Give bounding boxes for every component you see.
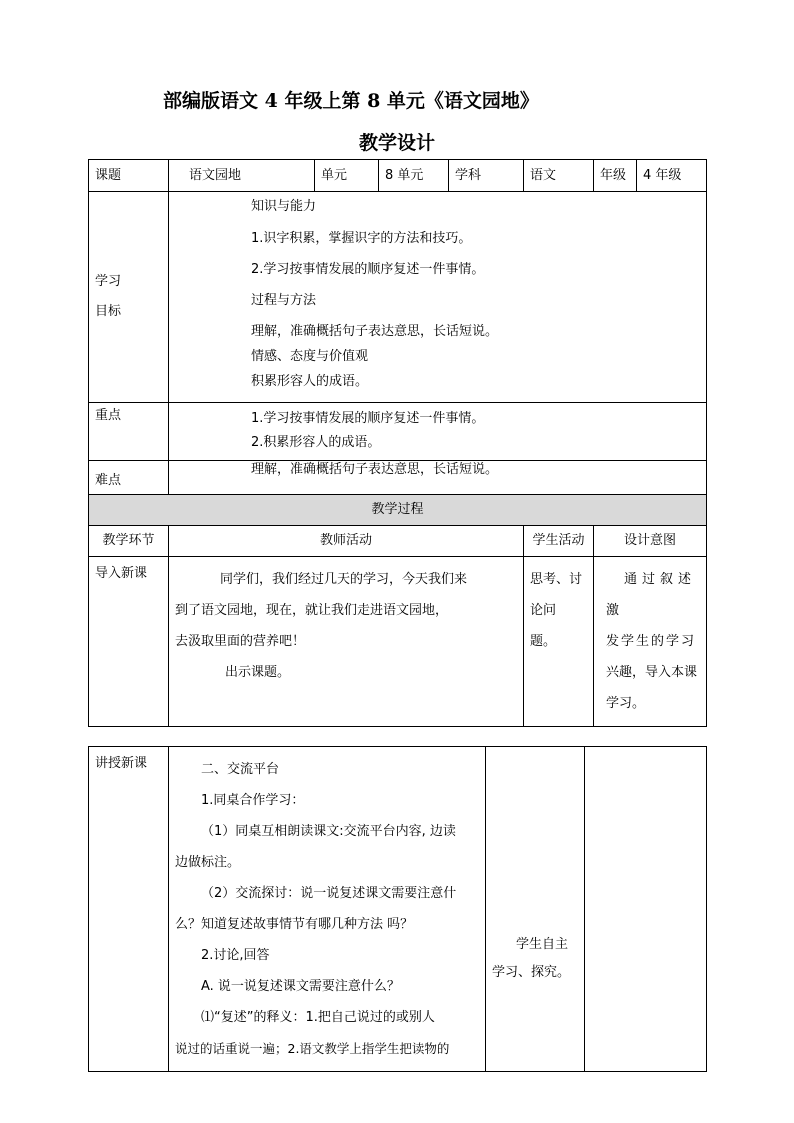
unit-value: 8 单元 — [379, 160, 449, 192]
info-row — [89, 160, 707, 192]
teacher-line: 边做标注。 — [175, 855, 241, 870]
discipline-label: 学科 — [449, 160, 524, 192]
student-line: 思考、讨论问 — [530, 572, 583, 618]
teacher-line: ⑴“复述”的释义：1.把自己说过的或别人 — [201, 1010, 435, 1025]
col-student: 学生活动 — [524, 526, 594, 557]
document-subtitle: 教学设计 — [358, 132, 435, 154]
lesson-plan-table-continued — [88, 746, 707, 1072]
objectives-row — [89, 192, 707, 403]
subject-value: 语文园地 — [169, 160, 315, 192]
teacher-line: 么？知道复述故事情节有哪几种方法 吗？ — [175, 917, 414, 932]
process-header: 教学过程 — [89, 495, 707, 526]
intro-teacher — [169, 557, 524, 727]
objective-line: 2.学习按事情发展的顺序复述一件事情。 — [251, 262, 485, 277]
teacher-line: （1）同桌互相朗读课文:交流平台内容, 边读 — [201, 824, 456, 839]
objectives-label — [89, 192, 169, 403]
objective-line: 情感、态度与价值观 — [251, 349, 369, 364]
new-lesson-intent — [585, 747, 707, 1072]
objective-line: 积累形容人的成语。 — [251, 374, 369, 389]
teacher-line: 二、交流平台 — [201, 762, 280, 777]
key-points-content — [169, 403, 707, 461]
difficulties-label: 难点 — [89, 461, 169, 495]
intent-line: 兴趣，导入本课 — [606, 665, 698, 680]
discipline-value: 语文 — [524, 160, 594, 192]
intro-student — [524, 557, 594, 727]
objectives-content — [169, 192, 707, 403]
new-lesson-row — [89, 747, 707, 1072]
objective-line: 1.识字积累，掌握识字的方法和技巧。 — [251, 231, 472, 246]
teacher-line: （2）交流探讨：说一说复述课文需要注意什 — [201, 886, 457, 901]
intro-row — [89, 557, 707, 727]
new-lesson-teacher — [169, 747, 486, 1072]
objective-line: 过程与方法 — [251, 293, 317, 308]
teacher-line: 去汲取里面的营养吧！ — [175, 634, 306, 649]
key-point-line: 2.积累形容人的成语。 — [251, 435, 381, 450]
teacher-line: 到了语文园地，现在，就让我们走进语文园地， — [175, 603, 449, 618]
objectives-label-line: 学习 — [95, 274, 122, 289]
objective-line: 知识与能力 — [251, 199, 317, 214]
subject-label: 课题 — [89, 160, 169, 192]
key-points-row — [89, 403, 707, 461]
new-lesson-student — [486, 747, 585, 1072]
process-header-row — [89, 495, 707, 526]
teacher-line: 同学们，我们经过几天的学习，今天我们来 — [220, 572, 468, 587]
grade-value: 4 年级 — [637, 160, 707, 192]
teacher-line: 1.同桌合作学习： — [201, 793, 305, 808]
student-line: 学习、探究。 — [492, 965, 571, 980]
unit-label: 单元 — [315, 160, 379, 192]
difficulties-content: 理解，准确概括句子表达意思，长话短说。 — [169, 461, 707, 495]
teacher-line: 说过的话重说一遍；2.语文教学上指学生把读物的 — [175, 1041, 450, 1056]
lesson-plan-table — [88, 159, 707, 727]
student-line: 学生自主 — [516, 937, 569, 952]
intent-line: 学习。 — [606, 696, 646, 711]
intent-line: 通过叙述激 — [606, 572, 697, 618]
intent-line: 发学生的学习 — [606, 634, 697, 649]
intro-stage: 导入新课 — [89, 557, 169, 727]
key-points-label: 重点 — [89, 403, 169, 461]
objectives-label-line: 目标 — [95, 304, 122, 319]
col-teacher: 教师活动 — [169, 526, 524, 557]
objective-line: 理解，准确概括句子表达意思，长话短说。 — [251, 324, 499, 339]
process-columns-row — [89, 526, 707, 557]
student-line: 题。 — [530, 634, 557, 649]
key-point-line: 1.学习按事情发展的顺序复述一件事情。 — [251, 411, 485, 426]
difficulties-row — [89, 461, 707, 495]
intro-intent — [594, 557, 707, 727]
col-stage: 教学环节 — [89, 526, 169, 557]
grade-label: 年级 — [594, 160, 637, 192]
document-title: 部编版语文 4 年级上第 8 单元《语文园地》 — [163, 90, 539, 112]
teacher-line: 2.讨论,回答 — [201, 948, 270, 963]
teacher-line: 出示课题。 — [225, 665, 291, 680]
col-intent: 设计意图 — [594, 526, 707, 557]
teacher-line: A. 说一说复述课文需要注意什么？ — [201, 979, 400, 994]
new-lesson-stage: 讲授新课 — [89, 747, 169, 1072]
